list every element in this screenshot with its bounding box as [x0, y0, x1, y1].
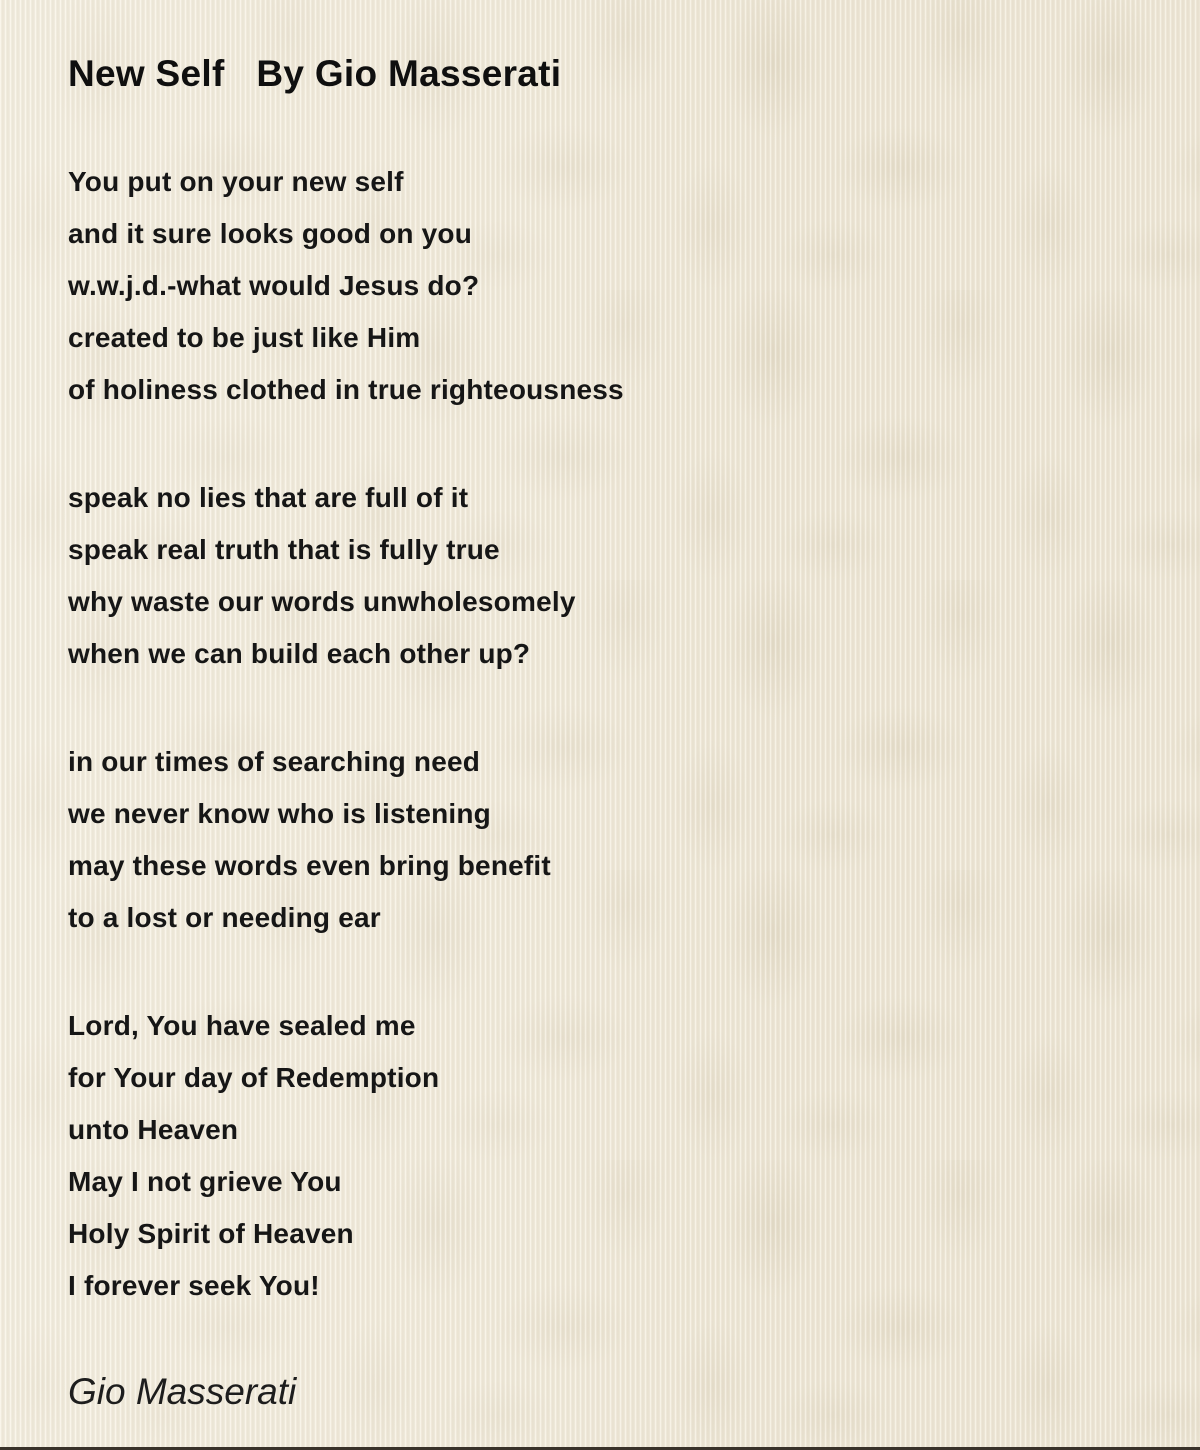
- poem-line: speak real truth that is fully true: [68, 534, 500, 565]
- stanza-2: [68, 472, 1160, 680]
- poem-line: to a lost or needing ear: [68, 902, 381, 933]
- poem-title: New Self By Gio Masserati: [68, 53, 562, 94]
- poem-line: You put on your new self: [68, 166, 404, 197]
- poem-line: w.w.j.d.-what would Jesus do?: [68, 270, 480, 301]
- poem-line: may these words even bring benefit: [68, 850, 551, 881]
- poem-line: we never know who is listening: [68, 798, 491, 829]
- poem-line: of holiness clothed in true righteousness: [68, 374, 624, 405]
- poem-line: Holy Spirit of Heaven: [68, 1218, 354, 1249]
- poem-line: for Your day of Redemption: [68, 1062, 440, 1093]
- poem-line: unto Heaven: [68, 1114, 239, 1145]
- stanza-3: [68, 736, 1160, 944]
- poem-line: in our times of searching need: [68, 746, 481, 777]
- stanza-4: [68, 1000, 1160, 1312]
- poem-line: I forever seek You!: [68, 1270, 320, 1301]
- author-signature: Gio Masserati: [68, 1371, 297, 1412]
- poem-line: May I not grieve You: [68, 1166, 342, 1197]
- poem-line: and it sure looks good on you: [68, 218, 473, 249]
- poem-line: Lord, You have sealed me: [68, 1010, 416, 1041]
- stanza-1: [68, 156, 1160, 416]
- poem-line: when we can build each other up?: [68, 638, 531, 669]
- poem-line: created to be just like Him: [68, 322, 421, 353]
- poem-line: speak no lies that are full of it: [68, 482, 469, 513]
- poem-line: why waste our words unwholesomely: [68, 586, 576, 617]
